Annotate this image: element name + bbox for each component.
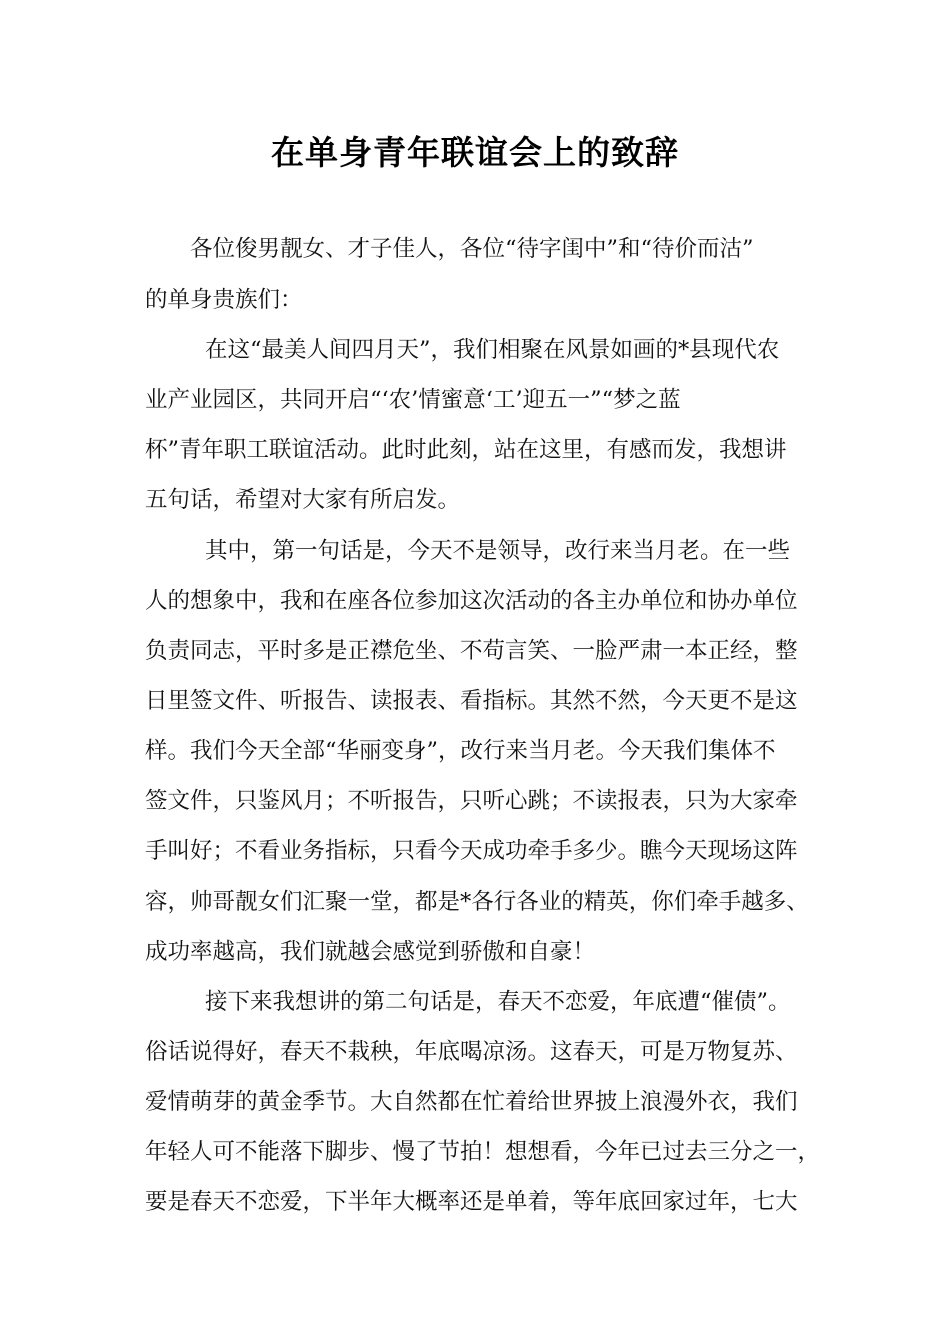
paragraph-line: 成功率越高，我们就越会感觉到骄傲和自豪！ [145,939,596,965]
paragraph-line: 爱情萌芽的黄金季节。大自然都在忙着给世界披上浪漫外衣，我们 [145,1089,798,1115]
paragraph-line: 年轻人可不能落下脚步、慢了节拍！想想看，今年已过去三分之一， [145,1139,821,1165]
paragraph-line: 五句话，希望对大家有所启发。 [145,487,461,513]
paragraph-line: 其中，第一句话是，今天不是领导，改行来当月老。在一些 [205,538,791,564]
paragraph-line: 日里签文件、听报告、读报表、看指标。其然不然，今天更不是这 [145,688,798,714]
paragraph-line: 样。我们今天全部“华丽变身”，改行来当月老。今天我们集体不 [145,738,776,764]
paragraph-line: 手叫好；不看业务指标，只看今天成功牵手多少。瞧今天现场这阵 [145,838,798,864]
paragraph-line: 的单身贵族们： [145,287,303,313]
paragraph-line: 接下来我想讲的第二句话是，春天不恋爱，年底遭“催债”。 [205,989,791,1015]
paragraph-line: 容，帅哥靓女们汇聚一堂，都是*各行各业的精英，你们牵手越多、 [145,889,809,915]
paragraph-line: 杯”青年职工联谊活动。此时此刻，站在这里，有感而发，我想讲 [145,437,787,463]
paragraph-line: 各位俊男靓女、才子佳人，各位“待字闺中”和“待价而沽” [190,236,754,262]
paragraph-line: 签文件，只鉴风月；不听报告，只听心跳；不读报表，只为大家牵 [145,788,798,814]
paragraph-line: 业产业园区，共同开启“‘农’情蜜意‘工’迎五一”“梦之蓝 [145,387,681,413]
paragraph-line: 人的想象中，我和在座各位参加这次活动的各主办单位和协办单位 [145,588,798,614]
paragraph-line: 负责同志，平时多是正襟危坐、不苟言笑、一脸严肃一本正经，整 [145,638,798,664]
paragraph-line: 要是春天不恋爱，下半年大概率还是单着，等年底回家过年，七大 [145,1189,798,1215]
paragraph-line: 在这“最美人间四月天”，我们相聚在风景如画的*县现代农 [205,337,780,363]
paragraph-line: 俗话说得好，春天不栽秧，年底喝凉汤。这春天，可是万物复苏、 [145,1039,798,1065]
document-title: 在单身青年联谊会上的致辞 [271,133,679,172]
